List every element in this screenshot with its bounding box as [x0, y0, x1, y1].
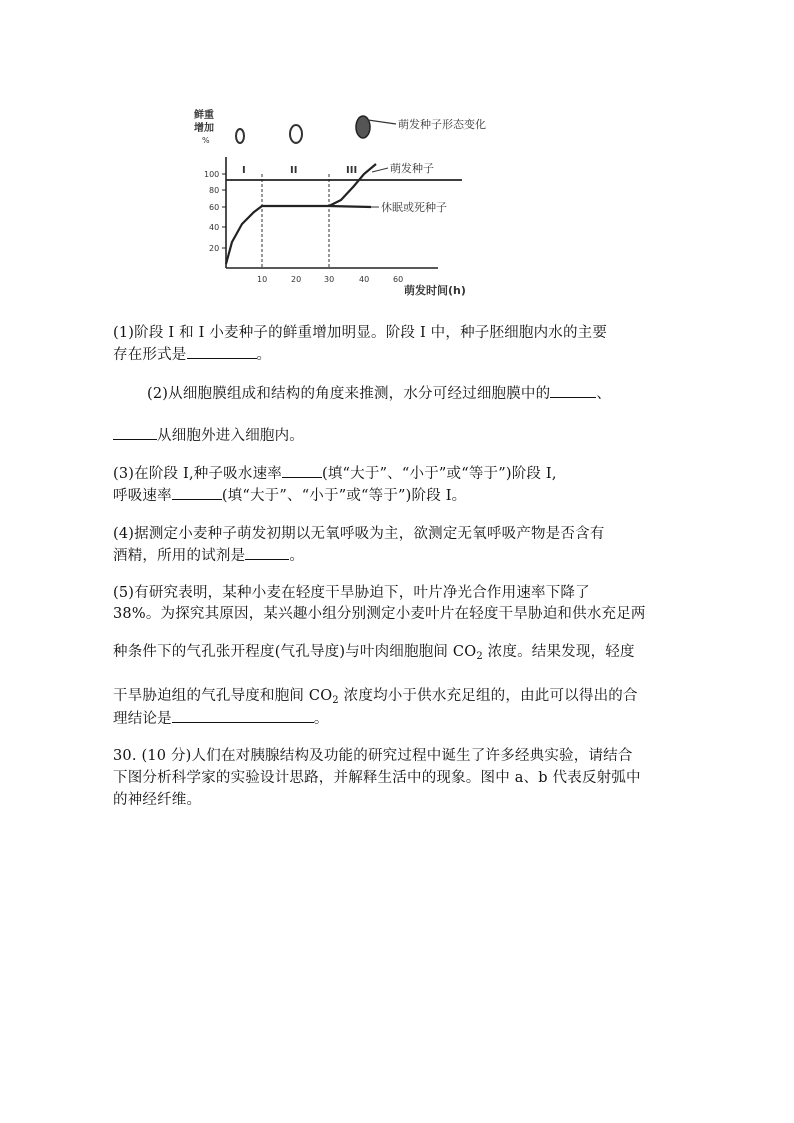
q2-answer-blank-1[interactable] [550, 383, 596, 398]
q2-line1 [147, 383, 722, 405]
legend-germinating-leader [372, 168, 388, 172]
q5-line4-b: 浓度均小于供水充足组的，由此可以得出的合 [338, 688, 638, 704]
legend-shape-change: 萌发种子形态变化 [398, 118, 486, 131]
q2-line2 [113, 425, 688, 447]
q3-line1-b: (填“大于”、“小于”或“等于”)阶段 I, [322, 466, 557, 482]
ytick-100: 100 [204, 170, 220, 179]
q2-line1-end: 、 [596, 386, 612, 402]
seed-shape-leader [368, 120, 396, 124]
q5-line3-b: 浓度。结果发现，轻度 [482, 644, 635, 660]
stage-label-2: II [290, 165, 298, 176]
seed-shape-stage1 [236, 129, 244, 143]
xtick-40: 40 [359, 275, 370, 284]
q4-line2 [113, 545, 688, 567]
q4-answer-blank[interactable] [245, 545, 289, 560]
ytick-40: 40 [209, 223, 220, 232]
q3-answer-blank-2[interactable] [172, 485, 222, 500]
q2-line1-text: (2)从细胞膜组成和结构的角度来推测，水分可经过细胞膜中的 [147, 386, 551, 402]
q5-line3-sub: 2 [476, 651, 483, 662]
ylabel-unit: % [202, 136, 210, 145]
stage-label-1: I [242, 165, 246, 176]
q30-line2: 下图分析科学家的实验设计思路，并解释生活中的现象。图中 a、b 代表反射弧中 [113, 770, 641, 786]
seed-shape-stage2 [290, 125, 302, 143]
q3-line2 [113, 485, 688, 507]
q30-line3: 的神经纤维。 [113, 792, 202, 808]
q5-answer-blank[interactable] [172, 708, 314, 723]
germination-figure [176, 102, 526, 302]
q5-line1: (5)有研究表明，某种小麦在轻度干旱胁迫下，叶片净光合作用速率下降了 [113, 585, 590, 601]
ylabel-line1: 鲜重 [194, 110, 214, 121]
q5-line5-end: 。 [313, 711, 329, 727]
xtick-60: 60 [393, 275, 404, 284]
q5-line3 [113, 641, 688, 668]
seed-shape-stage3 [356, 116, 370, 138]
q4-line2-end: 。 [289, 548, 305, 564]
xtick-10: 10 [257, 275, 268, 284]
q30-line1: 30. (10 分)人们在对胰腺结构及功能的研究过程中诞生了许多经典实验，请结合 [113, 748, 633, 764]
q4-line2-text: 酒精，所用的试剂是 [113, 548, 246, 564]
q5-line5 [113, 708, 688, 730]
q5-line3-a: 种条件下的气孔张开程度(气孔导度)与叶肉细胞胞间 CO [113, 644, 477, 660]
ytick-20: 20 [209, 244, 220, 253]
ylabel-line2: 增加 [194, 123, 214, 134]
q3-line2-b: (填“大于”、“小于”或“等于”)阶段 I。 [221, 488, 467, 504]
ytick-60: 60 [209, 203, 220, 212]
q1-line2-text: 存在形式是 [113, 347, 187, 363]
stage-label-3: III [346, 165, 358, 176]
q5-line5-text: 理结论是 [113, 711, 172, 727]
q5-line2: 38%。为探究其原因，某兴趣小组分别测定小麦叶片在轻度干旱胁迫和供水充足两 [113, 606, 646, 622]
legend-germinating: 萌发种子 [390, 162, 434, 175]
q1-answer-blank[interactable] [187, 344, 257, 359]
q3-answer-blank-1[interactable] [282, 463, 322, 478]
q4-line1: (4)据测定小麦种子萌发初期以无氧呼吸为主，欲测定无氧呼吸产物是否含有 [113, 526, 605, 542]
xlabel: 萌发时间(h) [404, 284, 466, 297]
xtick-20: 20 [291, 275, 302, 284]
q3-line1-a: (3)在阶段 I,种子吸水速率 [113, 466, 282, 482]
q5-line4-a: 干旱胁迫组的气孔导度和胞间 CO [113, 688, 333, 704]
q1-line2 [113, 344, 688, 366]
q1-line2-end: 。 [256, 347, 272, 363]
q1-line1: (1)阶段 I 和 I 小麦种子的鲜重增加明显。阶段 I 中，种子胚细胞内水的主要 [113, 325, 608, 341]
dead-seed-curve [226, 206, 371, 264]
q5-line4-sub: 2 [332, 695, 339, 706]
ytick-80: 80 [209, 186, 220, 195]
q2-answer-blank-2[interactable] [113, 425, 157, 440]
legend-dead: 休眠或死种子 [381, 201, 447, 214]
xtick-30: 30 [324, 275, 335, 284]
q3-line2-a: 呼吸速率 [113, 488, 172, 504]
q2-line2-text: 从细胞外进入细胞内。 [157, 428, 304, 444]
q3-line1 [113, 463, 688, 485]
